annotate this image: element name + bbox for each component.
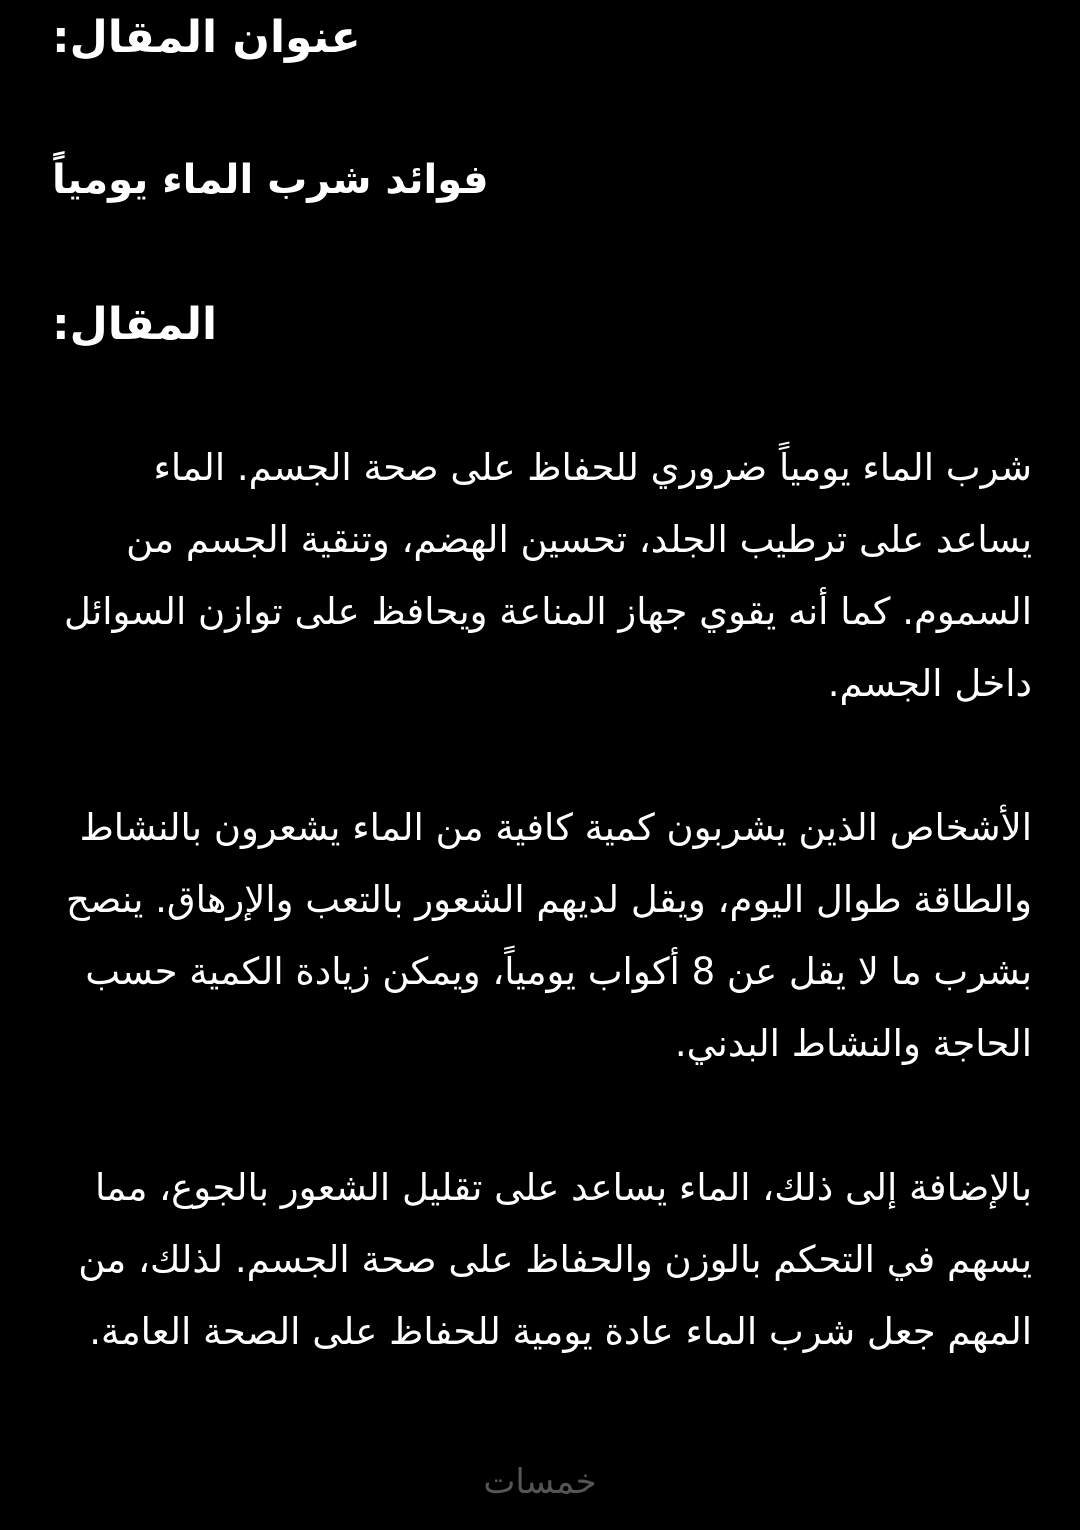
article-title: فوائد شرب الماء يومياً (52, 157, 489, 203)
article-body-label: المقال: (52, 299, 218, 350)
article-title-label: عنوان المقال: (52, 12, 361, 63)
article-paragraph-1: شرب الماء يومياً ضروري للحفاظ على صحة الجسم. الماء يساعد على ترطيب الجلد، تحسين الهضم، وتنقية الجسم من السموم. كما أنه يقوي جهاز المناعة ويحافظ على توازن السوائل داخل الجسم. (63, 446, 1032, 705)
article-paragraph-3: بالإضافة إلى ذلك، الماء يساعد على تقليل الشعور بالجوع، مما يسهم في التحكم بالوزن والحفاظ على صحة الجسم. لذلك، من المهم جعل شرب الماء عادة يومية للحفاظ على الصحة العامة. (78, 1166, 1032, 1353)
article-paragraph-2: الأشخاص الذين يشربون كمية كافية من الماء يشعرون بالنشاط والطاقة طوال اليوم، ويقل لديهم الشعور بالتعب والإرهاق. ينصح بشرب ما لا يقل عن 8 أكواب يومياً، ويمكن زيادة الكمية حسب الحاجة والنشاط البدني. (65, 806, 1032, 1065)
watermark-logo: خمسات (483, 1462, 597, 1502)
